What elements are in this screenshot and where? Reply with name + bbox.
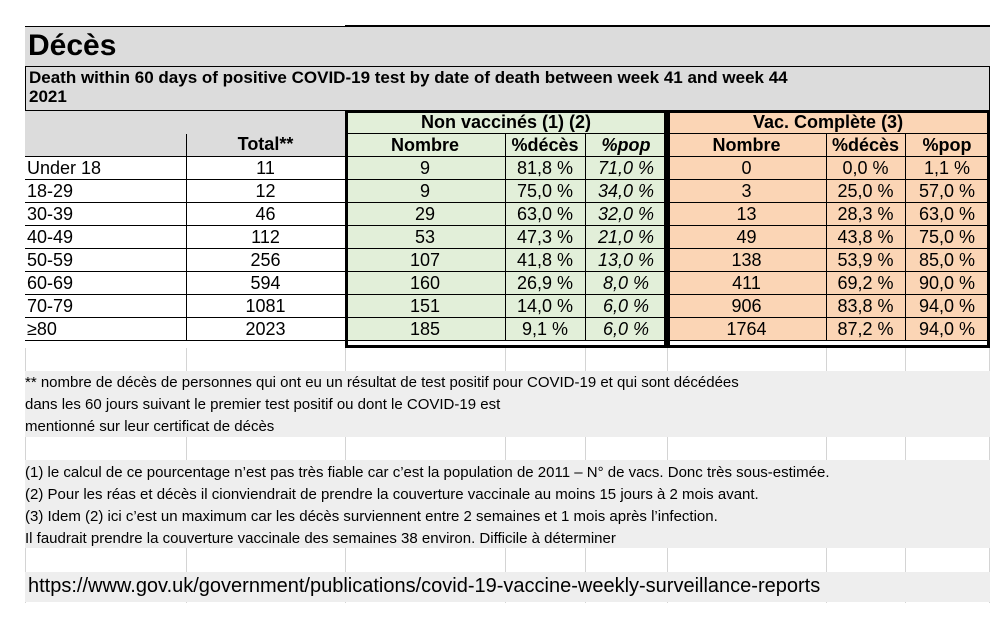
table-row [25,295,989,318]
total-cell[interactable]: 594 [186,272,345,295]
nv-nombre-cell[interactable]: 9 [345,157,505,180]
nv-pop-cell[interactable]: 32,0 % [585,203,667,226]
vc-pop-cell[interactable]: 63,0 % [905,203,989,226]
vc-nombre-cell[interactable]: 3 [667,180,826,203]
vc-nombre-cell[interactable]: 138 [667,249,826,272]
nv-pop-cell[interactable]: 6,0 % [585,295,667,318]
total-note-line[interactable]: mentionné sur leur certificat de décès [25,418,275,435]
vc-deces-cell[interactable]: 53,9 % [826,249,905,272]
nv-pop-cell[interactable]: 71,0 % [585,157,667,180]
total-cell[interactable]: 46 [186,203,345,226]
table-row [25,180,989,203]
vc-pop-cell[interactable]: 85,0 % [905,249,989,272]
vc-pop-cell[interactable]: 94,0 % [905,318,989,341]
total-cell[interactable]: 112 [186,226,345,249]
nv-nombre-cell[interactable]: 160 [345,272,505,295]
nv-nombre-cell[interactable]: 185 [345,318,505,341]
footnote-line[interactable]: (2) Pour les réas et décès il cionviendrait de prendre la couverture vaccinale au moins 15 jours à 2 mois avant. [25,486,759,503]
age-cell[interactable]: 70-79 [25,295,186,318]
nv-nombre-cell[interactable]: 29 [345,203,505,226]
table-row [25,249,989,272]
non-vaccines-header[interactable]: Non vaccinés (1) (2) [345,111,667,134]
vc-deces-cell[interactable]: 28,3 % [826,203,905,226]
header-blank-cell[interactable] [186,111,345,134]
vc-nombre-cell[interactable]: 0 [667,157,826,180]
total-cell[interactable]: 256 [186,249,345,272]
vc-deces-header[interactable]: %décès [826,134,905,157]
nv-deces-cell[interactable]: 75,0 % [505,180,585,203]
age-cell[interactable]: 60-69 [25,272,186,295]
vc-nombre-header[interactable]: Nombre [667,134,826,157]
nv-pop-cell[interactable]: 6,0 % [585,318,667,341]
table-row [25,318,989,341]
total-cell[interactable]: 11 [186,157,345,180]
table-row [25,157,989,180]
vc-deces-cell[interactable]: 87,2 % [826,318,905,341]
vc-nombre-cell[interactable]: 906 [667,295,826,318]
vc-deces-cell[interactable]: 83,8 % [826,295,905,318]
header-blank-cell[interactable] [25,111,186,134]
table-row [25,203,989,226]
vc-deces-cell[interactable]: 0,0 % [826,157,905,180]
nv-deces-header[interactable]: %décès [505,134,585,157]
vc-pop-cell[interactable]: 75,0 % [905,226,989,249]
nv-deces-cell[interactable]: 81,8 % [505,157,585,180]
vc-deces-cell[interactable]: 25,0 % [826,180,905,203]
subtitle-cell[interactable] [25,66,990,111]
nv-deces-cell[interactable]: 41,8 % [505,249,585,272]
total-note-line[interactable]: ** nombre de décès de personnes qui ont eu un résultat de test positif pour COVID-19 et qui sont décédées [25,374,739,391]
total-cell[interactable]: 2023 [186,318,345,341]
age-cell[interactable]: Under 18 [25,157,186,180]
footnote-line[interactable]: (1) le calcul de ce pourcentage n’est pas très fiable car c’est la population de 2011 – N° de vacs. Donc très sous-estimée. [25,464,830,481]
vc-nombre-cell[interactable]: 1764 [667,318,826,341]
nv-pop-cell[interactable]: 34,0 % [585,180,667,203]
total-cell[interactable]: 12 [186,180,345,203]
table-row [25,272,989,295]
table-row [25,226,989,249]
sheet-subtitle: Death within 60 days of positive COVID-19 test by date of death between week 41 and week 44 2021 [29,68,788,106]
deaths-table [25,110,990,341]
vc-pop-cell[interactable]: 1,1 % [905,157,989,180]
nv-pop-cell[interactable]: 8,0 % [585,272,667,295]
nv-pop-header[interactable]: %pop [585,134,667,157]
nv-deces-cell[interactable]: 26,9 % [505,272,585,295]
vc-nombre-cell[interactable]: 13 [667,203,826,226]
vc-deces-cell[interactable]: 69,2 % [826,272,905,295]
vc-pop-cell[interactable]: 57,0 % [905,180,989,203]
vc-pop-cell[interactable]: 90,0 % [905,272,989,295]
nv-pop-cell[interactable]: 13,0 % [585,249,667,272]
total-note-line[interactable]: dans les 60 jours suivant le premier test positif ou dont le COVID-19 est [25,396,501,413]
age-cell[interactable]: 40-49 [25,226,186,249]
total-cell[interactable]: 1081 [186,295,345,318]
footnote-line[interactable]: Il faudrait prendre la couverture vaccinale des semaines 38 environ. Difficile à déterminer [25,530,616,547]
vc-deces-cell[interactable]: 43,8 % [826,226,905,249]
age-header-cell[interactable] [25,134,186,157]
age-cell[interactable]: 50-59 [25,249,186,272]
column-header-row [25,134,989,157]
source-url[interactable]: https://www.gov.uk/government/publications/covid-19-vaccine-weekly-surveillance-reports [28,575,821,597]
nv-deces-cell[interactable]: 9,1 % [505,318,585,341]
group-header-row [25,111,989,134]
sheet-title: Décès [28,29,117,62]
age-cell[interactable]: 30-39 [25,203,186,226]
nv-nombre-header[interactable]: Nombre [345,134,505,157]
nv-nombre-cell[interactable]: 151 [345,295,505,318]
vc-nombre-cell[interactable]: 49 [667,226,826,249]
vc-pop-cell[interactable]: 94,0 % [905,295,989,318]
nv-deces-cell[interactable]: 14,0 % [505,295,585,318]
vc-pop-header[interactable]: %pop [905,134,989,157]
age-cell[interactable]: 18-29 [25,180,186,203]
nv-deces-cell[interactable]: 63,0 % [505,203,585,226]
total-header[interactable]: Total** [186,134,345,157]
title-cell[interactable] [25,26,990,67]
vac-complete-header[interactable]: Vac. Complète (3) [667,111,989,134]
nv-nombre-cell[interactable]: 107 [345,249,505,272]
nv-nombre-cell[interactable]: 9 [345,180,505,203]
nv-deces-cell[interactable]: 47,3 % [505,226,585,249]
vc-nombre-cell[interactable]: 411 [667,272,826,295]
age-cell[interactable]: ≥80 [25,318,186,341]
footnote-line[interactable]: (3) Idem (2) ici c’est un maximum car les décès surviennent entre 2 semaines et 1 mois après l’infection. [25,508,718,525]
nv-nombre-cell[interactable]: 53 [345,226,505,249]
nv-pop-cell[interactable]: 21,0 % [585,226,667,249]
